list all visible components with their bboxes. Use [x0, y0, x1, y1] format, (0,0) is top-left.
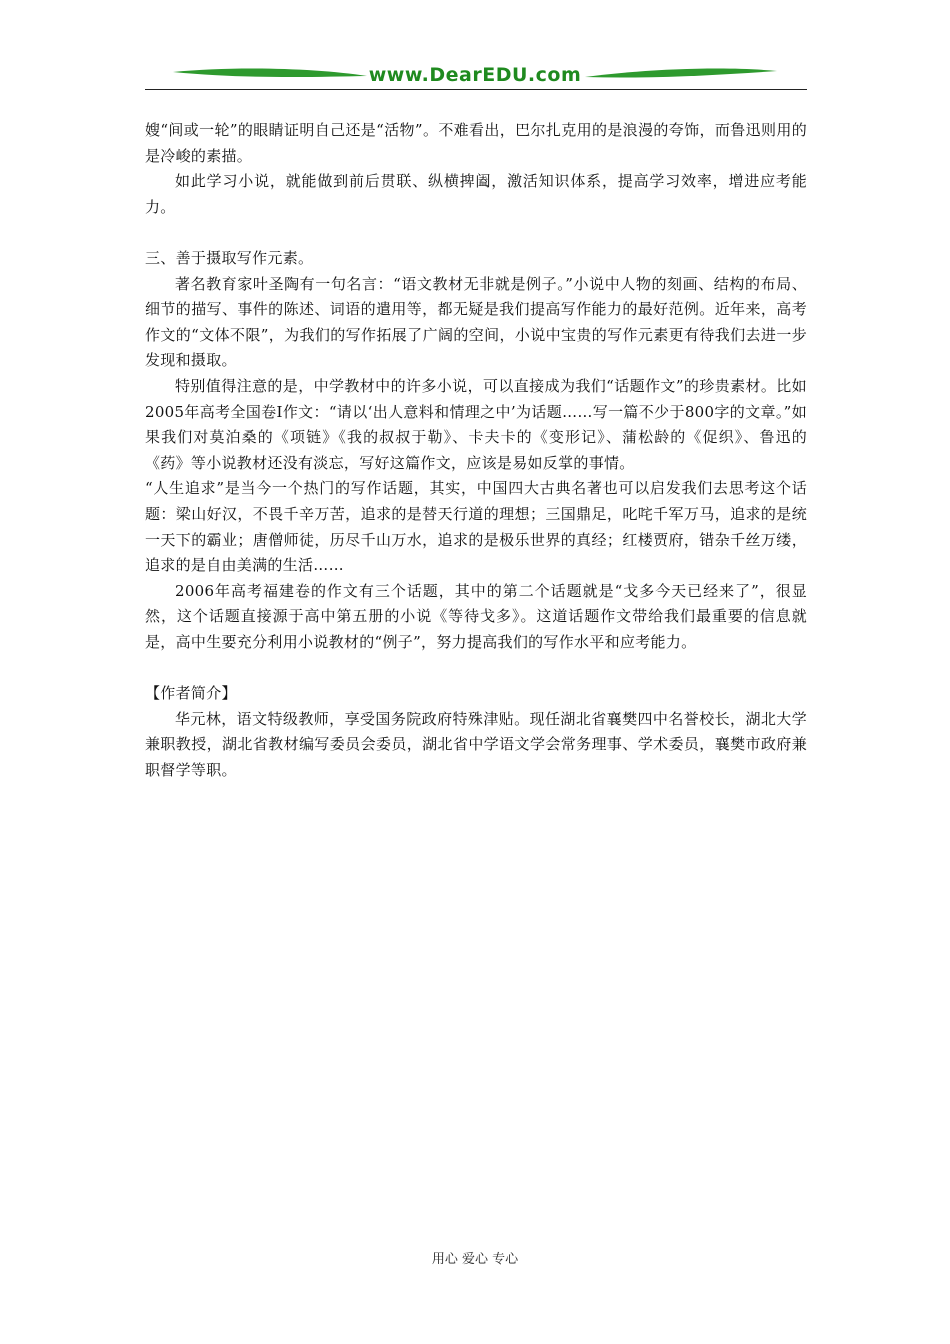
- page-footer: 用心 爱心 专心: [431, 1252, 519, 1267]
- paragraph: 特别值得注意的是，中学教材中的许多小说，可以直接成为我们“话题作文”的珍贵素材。比如2005年高考全国卷Ⅰ作文：“请以‘出人意料和情理之中’为话题……写一篇不少于800字的文章。”如果我们对莫泊桑的《项链》《我的叔叔于勒》、卡夫卡的《变形记》、蒲松龄的《促织》、鲁迅的《药》等小说教材还没有淡忘，写好这篇作文，应该是易如反掌的事情。: [145, 376, 807, 472]
- paragraph-spacer: [145, 655, 807, 681]
- paragraph: “人生追求”是当今一个热门的写作话题，其实，中国四大古典名著也可以启发我们去思考这个话题：梁山好汉，不畏千辛万苦，追求的是替天行道的理想；三国鼎足，叱咤千军万马，追求的是统一天下的霸业；唐僧师徒，历尽千山万水，追求的是极乐世界的真经；红楼贾府，错杂千丝万缕，追求的是自由美满的生活……: [145, 479, 807, 575]
- paragraph: 如此学习小说，就能做到前后贯联、纵横捭阖，激活知识体系，提高学习效率，增进应考能力。: [145, 172, 807, 216]
- author-bio: 华元林，语文特级教师，享受国务院政府特殊津贴。现任湖北省襄樊四中名誉校长，湖北大学兼职教授，湖北省教材编写委员会委员，湖北省中学语文学会常务理事、学术委员，襄樊市政府兼职督学等职。: [145, 709, 807, 779]
- paragraph: 2006年高考福建卷的作文有三个话题，其中的第二个话题就是“戈多今天已经来了”，很显然，这个话题直接源于高中第五册的小说《等待戈多》。这道话题作文带给我们最重要的信息就是，高中生要充分利用小说教材的“例子”，努力提高我们的写作水平和应考能力。: [145, 581, 807, 651]
- paragraph: 著名教育家叶圣陶有一句名言：“语文教材无非就是例子。”小说中人物的刻画、结构的布局、细节的描写、事件的陈述、词语的遣用等，都无疑是我们提高写作能力的最好范例。近年来，高考作文的“文体不限”，为我们的写作拓展了广阔的空间，小说中宝贵的写作元素更有待我们去进一步发现和摄取。: [145, 274, 807, 370]
- article-body: [145, 118, 807, 783]
- header-divider: [145, 89, 807, 90]
- author-heading: 【作者简介】: [145, 684, 237, 703]
- section-heading: 三、善于摄取写作元素。: [145, 248, 314, 267]
- site-logo-text[interactable]: www.DearEDU.com: [368, 64, 582, 86]
- paragraph-spacer: [145, 220, 807, 246]
- paragraph: 嫂“间或一轮”的眼睛证明自己还是“活物”。不难看出，巴尔扎克用的是浪漫的夸饰，而鲁迅则用的是冷峻的素描。: [145, 121, 807, 165]
